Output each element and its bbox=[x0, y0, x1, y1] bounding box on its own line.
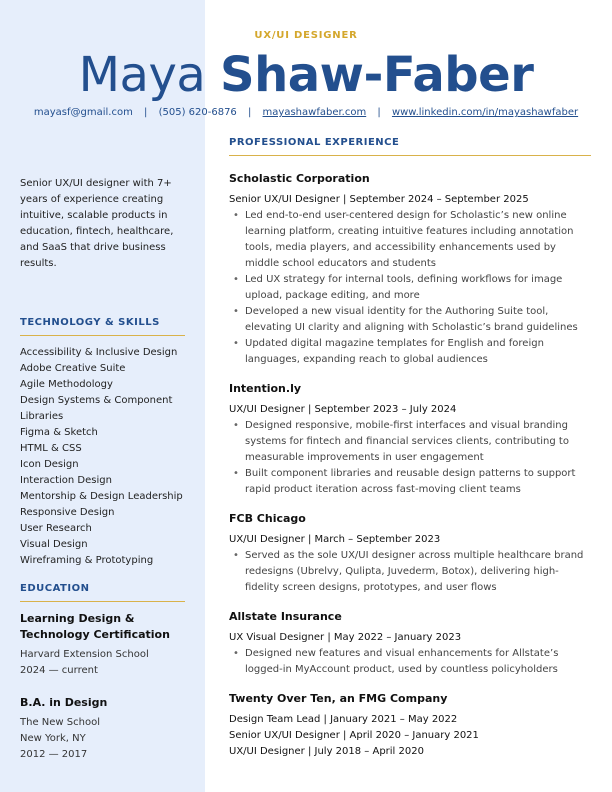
position-line: Design Team Lead | January 2021 – May 2022 bbox=[229, 714, 458, 725]
skills-heading: TECHNOLOGY & SKILLS bbox=[20, 317, 185, 336]
skills-list bbox=[20, 345, 195, 569]
candidate-name bbox=[0, 44, 612, 106]
company-name: Intention.ly bbox=[229, 382, 302, 395]
job-entry bbox=[229, 610, 591, 678]
contact-separator: | bbox=[144, 107, 148, 118]
skill-item: Agile Methodology bbox=[20, 379, 113, 390]
company-name: FCB Chicago bbox=[229, 512, 306, 525]
skill-item: Mentorship & Design Leadership bbox=[20, 491, 183, 502]
education-location: New York, NY bbox=[20, 733, 86, 744]
education-school: The New School bbox=[20, 717, 100, 728]
job-bullets bbox=[229, 646, 591, 678]
linkedin-link[interactable]: www.linkedin.com/in/mayashawfaber bbox=[391, 107, 579, 118]
skill-item: Icon Design bbox=[20, 459, 79, 470]
experience-heading: PROFESSIONAL EXPERIENCE bbox=[229, 137, 591, 156]
job-bullets bbox=[229, 208, 591, 368]
job-bullets bbox=[229, 548, 591, 596]
education-title: B.A. in Design bbox=[20, 696, 108, 709]
contact-separator: | bbox=[247, 107, 252, 118]
education-entry bbox=[20, 695, 195, 763]
job-bullet: • Developed a new visual identity for the Authoring Suite tool, elevating UI clarity and aligning with Scholastic’s brand guidelines bbox=[229, 304, 591, 336]
website-link[interactable]: mayashawfaber.com bbox=[262, 107, 367, 118]
job-bullet: • Served as the sole UX/UI designer across multiple healthcare brand redesigns (Ubrelvy, Qulipta, Juvederm, Botox), delivering high-fidelity screen designs, prototypes, and user flows bbox=[229, 548, 591, 596]
skill-item: Interaction Design bbox=[20, 475, 112, 486]
job-role-title: UX/UI DESIGNER bbox=[254, 30, 358, 41]
skill-item: User Research bbox=[20, 523, 92, 534]
position-line: UX Visual Designer | May 2022 – January 2023 bbox=[229, 632, 462, 643]
skill-item: HTML & CSS bbox=[20, 443, 82, 454]
skill-item: Design Systems & Component Libraries bbox=[20, 395, 173, 422]
skill-item: Accessibility & Inclusive Design bbox=[20, 347, 178, 358]
company-name: Twenty Over Ten, an FMG Company bbox=[229, 692, 448, 705]
position-line: UX/UI Designer | September 2023 – July 2024 bbox=[229, 404, 457, 415]
skill-item: Adobe Creative Suite bbox=[20, 363, 126, 374]
job-bullet: • Led end-to-end user-centered design for Scholastic’s new online learning platform, creating intuitive features including annotation tools, media players, and accessibility enhancements used by middle school educators and students bbox=[229, 208, 591, 272]
position-line: UX/UI Designer | March – September 2023 bbox=[229, 534, 441, 545]
job-bullet: • Designed responsive, mobile-first interfaces and visual branding systems for fintech and financial services clients, contributing to measurable improvements in user engagement bbox=[229, 418, 591, 466]
job-entry bbox=[229, 512, 591, 596]
skill-item: Figma & Sketch bbox=[20, 427, 98, 438]
company-name: Allstate Insurance bbox=[229, 610, 342, 623]
position-line: Senior UX/UI Designer | April 2020 – January 2021 bbox=[229, 730, 479, 741]
contact-separator: | bbox=[377, 107, 381, 118]
job-entry bbox=[229, 172, 591, 368]
first-name: Maya bbox=[78, 47, 206, 103]
education-dates: 2024 — current bbox=[20, 665, 98, 676]
education-dates: 2012 — 2017 bbox=[20, 749, 88, 760]
education-title: Learning Design & Technology Certification bbox=[20, 612, 170, 641]
position-line: UX/UI Designer | July 2018 – April 2020 bbox=[229, 746, 424, 757]
education-entry bbox=[20, 611, 195, 679]
contact-line bbox=[0, 107, 612, 118]
position-line: Senior UX/UI Designer | September 2024 – September 2025 bbox=[229, 194, 529, 205]
skill-item: Visual Design bbox=[20, 539, 88, 550]
job-bullets bbox=[229, 418, 591, 498]
experience-section bbox=[229, 137, 591, 774]
skill-item: Responsive Design bbox=[20, 507, 115, 518]
job-bullet: • Built component libraries and reusable design patterns to support rapid product iteration across fast-moving client teams bbox=[229, 466, 591, 498]
profile-summary: Senior UX/UI designer with 7+ years of experience creating intuitive, scalable products in education, fintech, healthcare, and SaaS that drive business results. bbox=[20, 178, 174, 269]
email-link[interactable]: mayasf@gmail.com bbox=[33, 107, 133, 118]
job-entry bbox=[229, 692, 591, 760]
job-bullet: • Updated digital magazine templates for English and foreign languages, expanding reach to global audiences bbox=[229, 336, 591, 368]
education-school: Harvard Extension School bbox=[20, 649, 149, 660]
company-name: Scholastic Corporation bbox=[229, 172, 370, 185]
education-heading: EDUCATION bbox=[20, 583, 185, 602]
job-entry bbox=[229, 382, 591, 498]
last-name: Shaw-Faber bbox=[220, 47, 534, 103]
skill-item: Wireframing & Prototyping bbox=[20, 555, 154, 566]
phone-number: (505) 620-6876 bbox=[158, 107, 237, 118]
job-bullet: • Designed new features and visual enhancements for Allstate’s logged-in MyAccount product, used by countless policyholders bbox=[229, 646, 591, 678]
job-bullet: • Led UX strategy for internal tools, defining workflows for image upload, package editing, and more bbox=[229, 272, 591, 304]
